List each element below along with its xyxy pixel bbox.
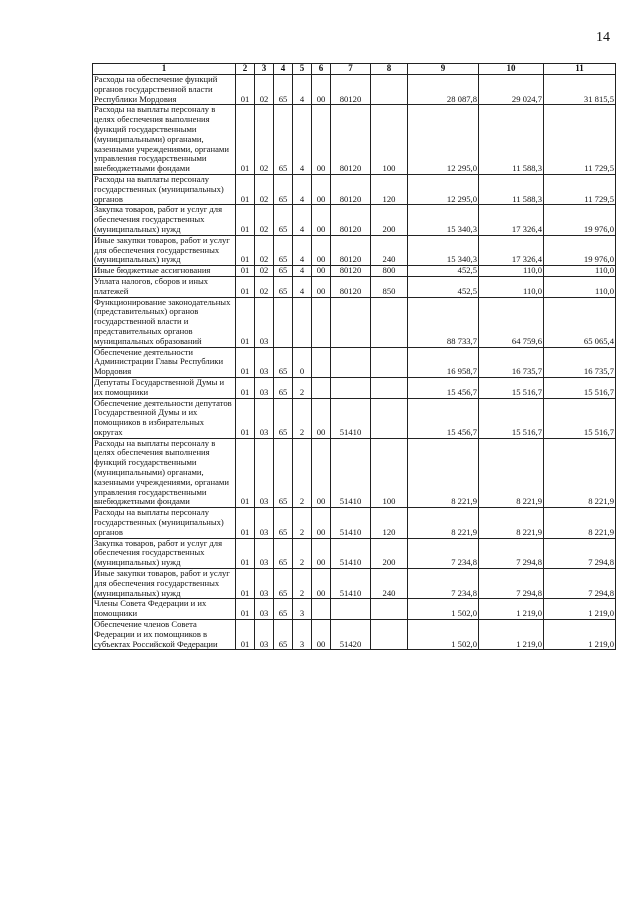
row-value-cell: 110,0 bbox=[544, 266, 616, 277]
table-row bbox=[93, 569, 616, 599]
row-value-cell: 01 bbox=[236, 235, 255, 265]
column-header: 4 bbox=[274, 64, 293, 75]
row-value-cell: 2 bbox=[293, 438, 312, 508]
row-value-cell: 88 733,7 bbox=[408, 297, 479, 347]
row-value-cell: 120 bbox=[371, 508, 408, 538]
table-row bbox=[93, 297, 616, 347]
row-value-cell: 65 bbox=[274, 276, 293, 297]
column-header: 5 bbox=[293, 64, 312, 75]
row-value-cell: 51410 bbox=[331, 538, 371, 568]
row-value-cell: 65 bbox=[274, 205, 293, 235]
row-value-cell: 03 bbox=[255, 377, 274, 398]
row-value-cell bbox=[331, 377, 371, 398]
row-value-cell: 02 bbox=[255, 276, 274, 297]
row-value-cell: 02 bbox=[255, 174, 274, 204]
row-value-cell: 3 bbox=[293, 599, 312, 620]
row-value-cell: 01 bbox=[236, 105, 255, 175]
row-value-cell: 12 295,0 bbox=[408, 105, 479, 175]
row-value-cell: 15 516,7 bbox=[544, 398, 616, 438]
row-value-cell: 51420 bbox=[331, 620, 371, 650]
table-row bbox=[93, 508, 616, 538]
row-value-cell: 65 bbox=[274, 438, 293, 508]
column-header: 2 bbox=[236, 64, 255, 75]
row-value-cell: 4 bbox=[293, 266, 312, 277]
row-value-cell: 65 bbox=[274, 347, 293, 377]
row-value-cell: 03 bbox=[255, 569, 274, 599]
row-value-cell: 200 bbox=[371, 205, 408, 235]
row-value-cell: 03 bbox=[255, 599, 274, 620]
row-value-cell: 0 bbox=[293, 347, 312, 377]
row-value-cell: 01 bbox=[236, 297, 255, 347]
table-row bbox=[93, 174, 616, 204]
row-value-cell bbox=[274, 297, 293, 347]
row-value-cell: 00 bbox=[312, 569, 331, 599]
row-value-cell: 51410 bbox=[331, 569, 371, 599]
row-value-cell: 19 976,0 bbox=[544, 205, 616, 235]
row-value-cell: 02 bbox=[255, 75, 274, 105]
row-name-cell: Расходы на выплаты персоналу в целях обеспечения выполнения функций государственными (муниципальными) органами, казенными учреждениями, органами управления государственными внебюджетными фондами bbox=[93, 105, 236, 175]
row-value-cell: 17 326,4 bbox=[479, 235, 544, 265]
row-value-cell: 4 bbox=[293, 174, 312, 204]
row-value-cell: 02 bbox=[255, 205, 274, 235]
row-value-cell: 00 bbox=[312, 620, 331, 650]
row-value-cell: 15 516,7 bbox=[479, 398, 544, 438]
row-value-cell: 7 294,8 bbox=[544, 569, 616, 599]
column-header: 9 bbox=[408, 64, 479, 75]
row-value-cell: 100 bbox=[371, 438, 408, 508]
column-header: 1 bbox=[93, 64, 236, 75]
row-value-cell: 03 bbox=[255, 438, 274, 508]
row-value-cell: 8 221,9 bbox=[479, 438, 544, 508]
row-name-cell: Обеспечение деятельности депутатов Государственной Думы и их помощников в избирательных округах bbox=[93, 398, 236, 438]
row-value-cell: 452,5 bbox=[408, 266, 479, 277]
row-value-cell: 65 bbox=[274, 599, 293, 620]
row-value-cell: 4 bbox=[293, 276, 312, 297]
row-value-cell: 80120 bbox=[331, 105, 371, 175]
row-value-cell: 80120 bbox=[331, 205, 371, 235]
row-value-cell: 00 bbox=[312, 438, 331, 508]
row-value-cell: 51410 bbox=[331, 398, 371, 438]
row-value-cell bbox=[371, 599, 408, 620]
row-value-cell bbox=[293, 297, 312, 347]
row-name-cell: Уплата налогов, сборов и иных платежей bbox=[93, 276, 236, 297]
row-value-cell: 03 bbox=[255, 297, 274, 347]
row-value-cell: 452,5 bbox=[408, 276, 479, 297]
row-value-cell: 01 bbox=[236, 174, 255, 204]
row-name-cell: Расходы на обеспечение функций органов государственной власти Республики Мордовия bbox=[93, 75, 236, 105]
row-value-cell: 01 bbox=[236, 75, 255, 105]
row-value-cell: 110,0 bbox=[479, 276, 544, 297]
row-value-cell: 65 bbox=[274, 569, 293, 599]
row-name-cell: Обеспечение членов Совета Федерации и их помощников в субъектах Российской Федерации bbox=[93, 620, 236, 650]
row-name-cell: Иные бюджетные ассигнования bbox=[93, 266, 236, 277]
row-value-cell: 00 bbox=[312, 508, 331, 538]
row-value-cell: 00 bbox=[312, 75, 331, 105]
row-value-cell: 19 976,0 bbox=[544, 235, 616, 265]
row-value-cell: 80120 bbox=[331, 75, 371, 105]
row-value-cell: 65 bbox=[274, 235, 293, 265]
row-value-cell: 80120 bbox=[331, 174, 371, 204]
row-name-cell: Закупка товаров, работ и услуг для обеспечения государственных (муниципальных) нужд bbox=[93, 538, 236, 568]
row-value-cell: 8 221,9 bbox=[544, 438, 616, 508]
row-value-cell: 1 219,0 bbox=[544, 620, 616, 650]
row-value-cell bbox=[371, 297, 408, 347]
table-row bbox=[93, 347, 616, 377]
row-value-cell: 28 087,8 bbox=[408, 75, 479, 105]
row-value-cell: 240 bbox=[371, 235, 408, 265]
row-value-cell: 00 bbox=[312, 538, 331, 568]
row-value-cell: 65 065,4 bbox=[544, 297, 616, 347]
row-value-cell: 65 bbox=[274, 105, 293, 175]
table-row bbox=[93, 377, 616, 398]
row-value-cell: 01 bbox=[236, 508, 255, 538]
row-name-cell: Закупка товаров, работ и услуг для обеспечения государственных (муниципальных) нужд bbox=[93, 205, 236, 235]
row-value-cell: 200 bbox=[371, 538, 408, 568]
row-value-cell: 7 294,8 bbox=[479, 538, 544, 568]
row-value-cell bbox=[312, 297, 331, 347]
table-row bbox=[93, 599, 616, 620]
column-header: 8 bbox=[371, 64, 408, 75]
row-value-cell: 8 221,9 bbox=[408, 508, 479, 538]
row-value-cell: 850 bbox=[371, 276, 408, 297]
row-name-cell: Иные закупки товаров, работ и услуг для обеспечения государственных (муниципальных) нужд bbox=[93, 569, 236, 599]
row-name-cell: Депутаты Государственной Думы и их помощники bbox=[93, 377, 236, 398]
row-value-cell: 00 bbox=[312, 266, 331, 277]
row-name-cell: Иные закупки товаров, работ и услуг для обеспечения государственных (муниципальных) нужд bbox=[93, 235, 236, 265]
row-value-cell: 1 502,0 bbox=[408, 620, 479, 650]
row-value-cell: 8 221,9 bbox=[479, 508, 544, 538]
row-value-cell: 11 588,3 bbox=[479, 105, 544, 175]
row-value-cell: 16 735,7 bbox=[544, 347, 616, 377]
row-value-cell: 01 bbox=[236, 377, 255, 398]
row-value-cell: 65 bbox=[274, 398, 293, 438]
row-value-cell: 80120 bbox=[331, 276, 371, 297]
page-number: 14 bbox=[596, 30, 610, 45]
table-row bbox=[93, 205, 616, 235]
table-row bbox=[93, 276, 616, 297]
table-row bbox=[93, 266, 616, 277]
row-value-cell: 01 bbox=[236, 438, 255, 508]
row-value-cell: 120 bbox=[371, 174, 408, 204]
row-value-cell: 4 bbox=[293, 205, 312, 235]
row-value-cell: 110,0 bbox=[479, 266, 544, 277]
row-value-cell: 8 221,9 bbox=[544, 508, 616, 538]
row-value-cell: 7 234,8 bbox=[408, 538, 479, 568]
row-value-cell: 65 bbox=[274, 508, 293, 538]
row-value-cell bbox=[331, 297, 371, 347]
row-value-cell: 15 456,7 bbox=[408, 377, 479, 398]
row-value-cell: 800 bbox=[371, 266, 408, 277]
row-value-cell: 00 bbox=[312, 276, 331, 297]
row-value-cell: 7 294,8 bbox=[544, 538, 616, 568]
budget-table bbox=[92, 63, 616, 650]
row-value-cell: 00 bbox=[312, 398, 331, 438]
row-value-cell: 65 bbox=[274, 75, 293, 105]
row-value-cell: 15 516,7 bbox=[479, 377, 544, 398]
row-value-cell: 11 729,5 bbox=[544, 105, 616, 175]
column-header: 10 bbox=[479, 64, 544, 75]
row-value-cell: 64 759,6 bbox=[479, 297, 544, 347]
table-body bbox=[93, 75, 616, 650]
row-value-cell: 2 bbox=[293, 569, 312, 599]
row-value-cell: 03 bbox=[255, 538, 274, 568]
table-header-row bbox=[93, 64, 616, 75]
row-value-cell: 3 bbox=[293, 620, 312, 650]
row-value-cell: 65 bbox=[274, 174, 293, 204]
row-value-cell: 4 bbox=[293, 235, 312, 265]
row-value-cell: 01 bbox=[236, 398, 255, 438]
row-value-cell: 15 340,3 bbox=[408, 235, 479, 265]
row-value-cell: 7 294,8 bbox=[479, 569, 544, 599]
row-value-cell bbox=[371, 347, 408, 377]
row-value-cell: 01 bbox=[236, 205, 255, 235]
row-value-cell: 01 bbox=[236, 276, 255, 297]
row-name-cell: Расходы на выплаты персоналу государственных (муниципальных) органов bbox=[93, 174, 236, 204]
row-value-cell bbox=[371, 75, 408, 105]
row-value-cell bbox=[312, 347, 331, 377]
row-value-cell: 02 bbox=[255, 266, 274, 277]
row-value-cell: 31 815,5 bbox=[544, 75, 616, 105]
row-value-cell: 01 bbox=[236, 347, 255, 377]
row-value-cell bbox=[331, 347, 371, 377]
row-value-cell: 8 221,9 bbox=[408, 438, 479, 508]
row-value-cell: 00 bbox=[312, 174, 331, 204]
column-header: 6 bbox=[312, 64, 331, 75]
row-value-cell: 1 219,0 bbox=[544, 599, 616, 620]
row-value-cell: 1 502,0 bbox=[408, 599, 479, 620]
row-value-cell: 2 bbox=[293, 398, 312, 438]
row-value-cell: 03 bbox=[255, 398, 274, 438]
row-name-cell: Обеспечение деятельности Администрации Главы Республики Мордовия bbox=[93, 347, 236, 377]
row-value-cell: 4 bbox=[293, 105, 312, 175]
row-value-cell: 11 729,5 bbox=[544, 174, 616, 204]
row-value-cell: 00 bbox=[312, 205, 331, 235]
column-header: 11 bbox=[544, 64, 616, 75]
column-header: 3 bbox=[255, 64, 274, 75]
row-name-cell: Расходы на выплаты персоналу государственных (муниципальных) органов bbox=[93, 508, 236, 538]
table-row bbox=[93, 75, 616, 105]
row-value-cell: 15 456,7 bbox=[408, 398, 479, 438]
row-value-cell: 00 bbox=[312, 235, 331, 265]
row-value-cell: 01 bbox=[236, 599, 255, 620]
row-value-cell: 2 bbox=[293, 377, 312, 398]
row-value-cell: 00 bbox=[312, 105, 331, 175]
row-value-cell: 100 bbox=[371, 105, 408, 175]
row-value-cell: 4 bbox=[293, 75, 312, 105]
row-value-cell: 01 bbox=[236, 569, 255, 599]
row-value-cell: 65 bbox=[274, 266, 293, 277]
row-value-cell bbox=[371, 620, 408, 650]
row-value-cell: 02 bbox=[255, 105, 274, 175]
row-value-cell: 29 024,7 bbox=[479, 75, 544, 105]
column-header: 7 bbox=[331, 64, 371, 75]
table-row bbox=[93, 235, 616, 265]
row-value-cell: 02 bbox=[255, 235, 274, 265]
row-value-cell: 2 bbox=[293, 538, 312, 568]
row-value-cell bbox=[312, 377, 331, 398]
row-value-cell: 240 bbox=[371, 569, 408, 599]
row-value-cell: 15 340,3 bbox=[408, 205, 479, 235]
table-row bbox=[93, 620, 616, 650]
row-value-cell: 01 bbox=[236, 538, 255, 568]
row-value-cell: 51410 bbox=[331, 508, 371, 538]
row-value-cell: 01 bbox=[236, 620, 255, 650]
row-value-cell bbox=[371, 377, 408, 398]
row-value-cell: 65 bbox=[274, 620, 293, 650]
table-row bbox=[93, 438, 616, 508]
row-value-cell: 110,0 bbox=[544, 276, 616, 297]
row-value-cell: 16 735,7 bbox=[479, 347, 544, 377]
row-value-cell: 80120 bbox=[331, 266, 371, 277]
row-value-cell: 2 bbox=[293, 508, 312, 538]
row-value-cell: 03 bbox=[255, 347, 274, 377]
row-value-cell: 65 bbox=[274, 538, 293, 568]
row-value-cell bbox=[371, 398, 408, 438]
row-value-cell: 17 326,4 bbox=[479, 205, 544, 235]
row-value-cell: 15 516,7 bbox=[544, 377, 616, 398]
row-value-cell: 03 bbox=[255, 508, 274, 538]
table-row bbox=[93, 538, 616, 568]
row-value-cell: 1 219,0 bbox=[479, 620, 544, 650]
row-value-cell bbox=[331, 599, 371, 620]
row-value-cell: 80120 bbox=[331, 235, 371, 265]
row-name-cell: Члены Совета Федерации и их помощники bbox=[93, 599, 236, 620]
row-value-cell: 12 295,0 bbox=[408, 174, 479, 204]
table-row bbox=[93, 105, 616, 175]
row-value-cell: 01 bbox=[236, 266, 255, 277]
table-row bbox=[93, 398, 616, 438]
row-value-cell: 11 588,3 bbox=[479, 174, 544, 204]
row-value-cell: 65 bbox=[274, 377, 293, 398]
row-value-cell: 7 234,8 bbox=[408, 569, 479, 599]
row-value-cell: 51410 bbox=[331, 438, 371, 508]
row-value-cell bbox=[312, 599, 331, 620]
row-value-cell: 1 219,0 bbox=[479, 599, 544, 620]
row-name-cell: Функционирование законодательных (представительных) органов государственной власти и представительных органов муниципальных образований bbox=[93, 297, 236, 347]
row-value-cell: 03 bbox=[255, 620, 274, 650]
row-value-cell: 16 958,7 bbox=[408, 347, 479, 377]
row-name-cell: Расходы на выплаты персоналу в целях обеспечения выполнения функций государственными (муниципальными) органами, казенными учреждениями, органами управления государственными внебюджетными фондами bbox=[93, 438, 236, 508]
